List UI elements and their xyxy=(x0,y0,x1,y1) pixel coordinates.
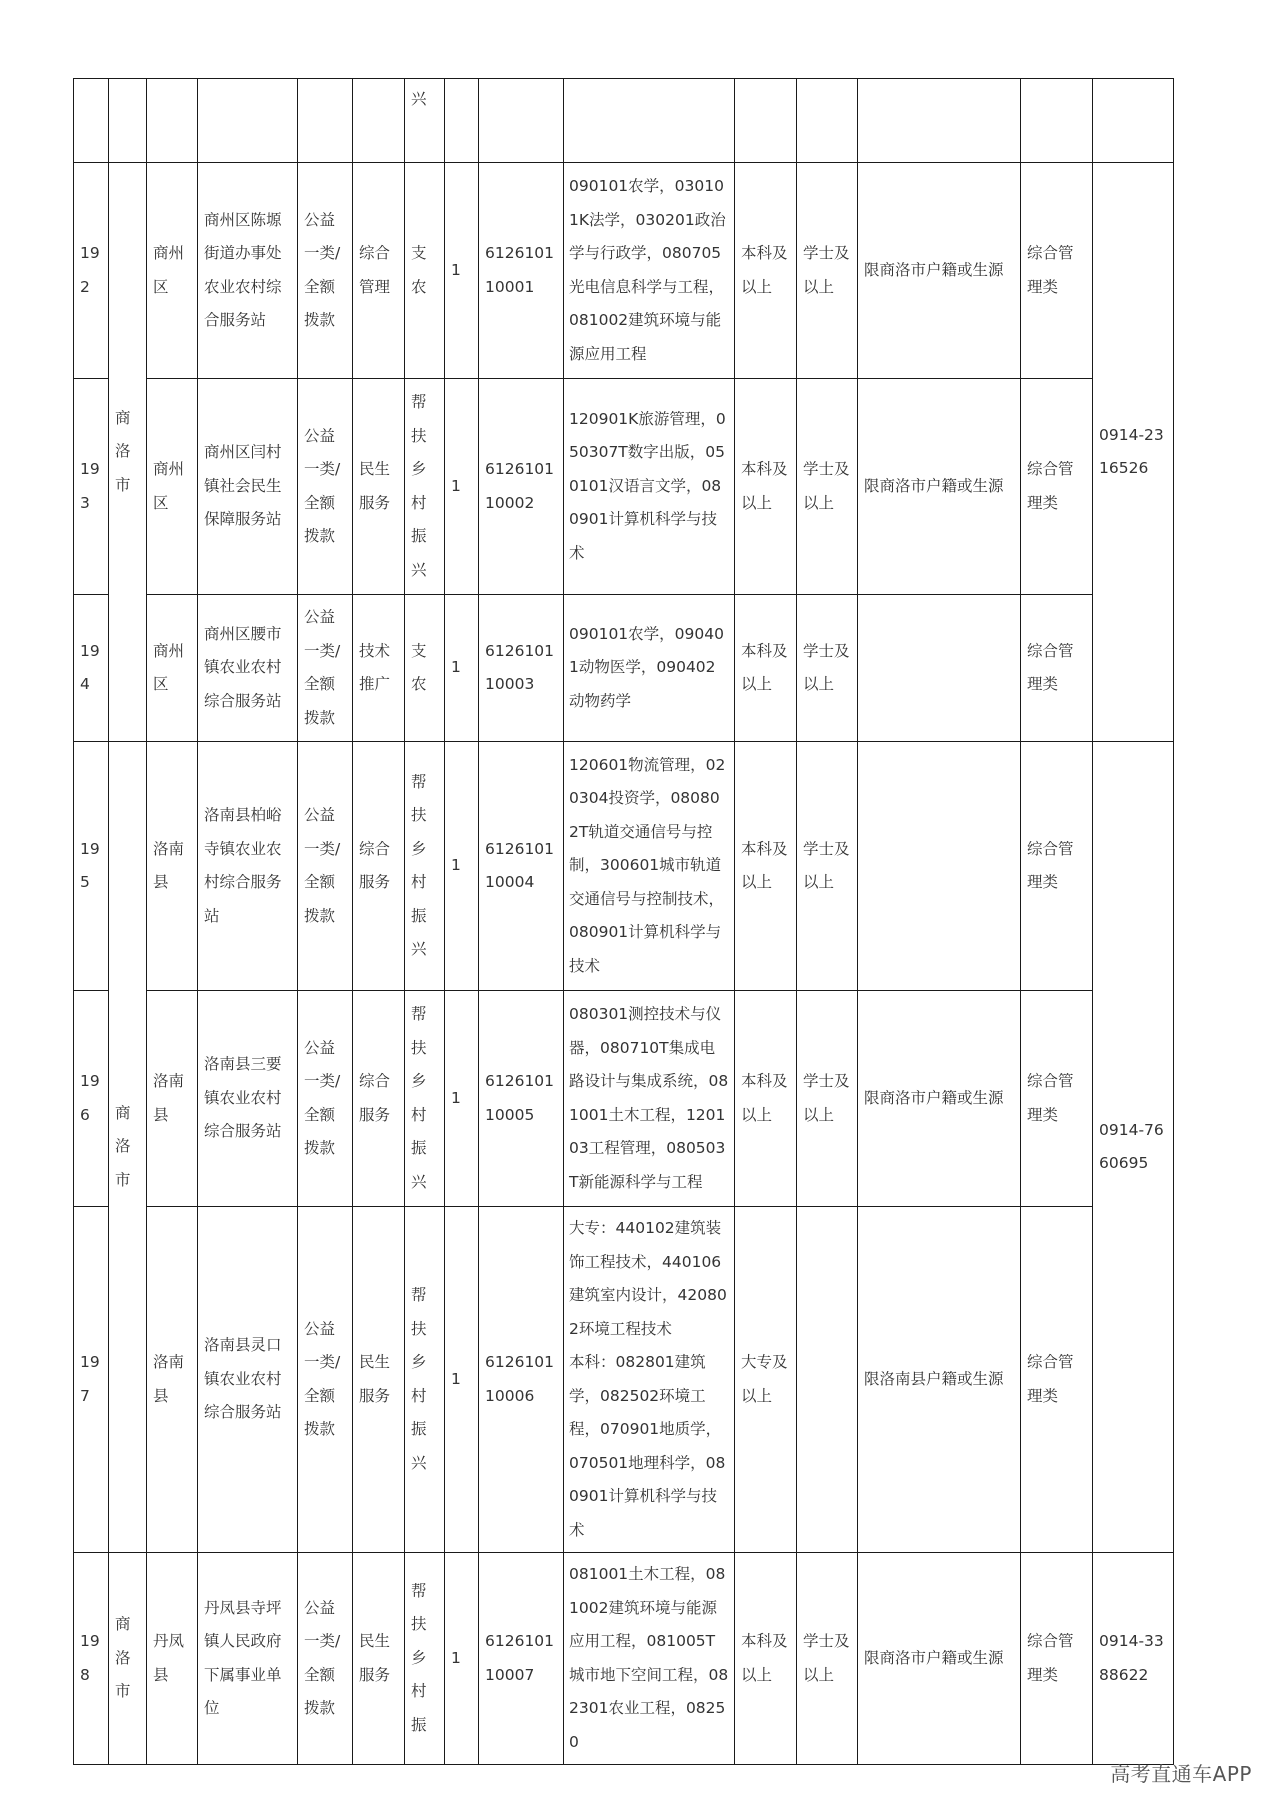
cell-degree xyxy=(797,79,858,163)
cell-county: 商州区 xyxy=(147,379,198,595)
cell-other: 限商洛市户籍或生源 xyxy=(858,1553,1021,1765)
cell-exam: 综合管理类 xyxy=(1021,1207,1093,1553)
table-row xyxy=(74,79,1174,163)
cell-other: 限商洛市户籍或生源 xyxy=(858,991,1021,1207)
cell-unit: 商州区腰市镇农业农村综合服务站 xyxy=(198,595,298,742)
cell-degree: 学士及以上 xyxy=(797,742,858,991)
cell-no: 193 xyxy=(74,379,109,595)
cell-exam: 综合管理类 xyxy=(1021,163,1093,379)
cell-count xyxy=(445,79,479,163)
cell-other: 限商洛市户籍或生源 xyxy=(858,379,1021,595)
cell-code: 612610110005 xyxy=(479,991,564,1207)
cell-post-type: 综合管理 xyxy=(353,163,405,379)
cell-post-name: 支农 xyxy=(405,595,445,742)
cell-category: 公益一类/全额拨款 xyxy=(298,1553,353,1765)
cell-post-name: 兴 xyxy=(405,79,445,163)
cell-major: 120901K旅游管理，050307T数字出版，050101汉语言文学，080901计算机科学与技术 xyxy=(564,379,735,595)
cell-unit: 商州区闫村镇社会民生保障服务站 xyxy=(198,379,298,595)
cell-post-name: 帮扶乡村振兴 xyxy=(405,1207,445,1553)
cell-education xyxy=(735,79,797,163)
cell-major: 080301测控技术与仪器，080710T集成电路设计与集成系统，081001土木工程，120103工程管理，080503T新能源科学与工程 xyxy=(564,991,735,1207)
cell-exam: 综合管理类 xyxy=(1021,991,1093,1207)
cell-category: 公益一类/全额拨款 xyxy=(298,379,353,595)
cell-degree: 学士及以上 xyxy=(797,379,858,595)
table-row xyxy=(74,1553,1174,1765)
cell-other xyxy=(858,742,1021,991)
cell-post-name: 帮扶乡村振 xyxy=(405,1553,445,1765)
cell-unit: 洛南县柏峪寺镇农业农村综合服务站 xyxy=(198,742,298,991)
cell-major xyxy=(564,79,735,163)
cell-county: 洛南县 xyxy=(147,1207,198,1553)
cell-county: 商州区 xyxy=(147,163,198,379)
cell-exam: 综合管理类 xyxy=(1021,379,1093,595)
cell-post-name: 支农 xyxy=(405,163,445,379)
cell-education: 大专及以上 xyxy=(735,1207,797,1553)
cell-education: 本科及以上 xyxy=(735,1553,797,1765)
table-row xyxy=(74,742,1174,991)
cell-phone: 0914-7660695 xyxy=(1093,742,1174,1553)
cell-no: 196 xyxy=(74,991,109,1207)
cell-other xyxy=(858,79,1021,163)
cell-other: 限商洛市户籍或生源 xyxy=(858,163,1021,379)
cell-education: 本科及以上 xyxy=(735,163,797,379)
cell-count: 1 xyxy=(445,742,479,991)
cell-unit: 洛南县灵口镇农业农村综合服务站 xyxy=(198,1207,298,1553)
cell-category: 公益一类/全额拨款 xyxy=(298,1207,353,1553)
cell-degree: 学士及以上 xyxy=(797,1553,858,1765)
cell-county: 商州区 xyxy=(147,595,198,742)
cell-education: 本科及以上 xyxy=(735,379,797,595)
cell-city: 商洛市 xyxy=(109,1553,147,1765)
cell-major: 大专：440102建筑装饰工程技术，440106建筑室内设计，420802环境工程技术 本科：082801建筑学，082502环境工程，070901地质学，070501地理科学，080901计算机科学与技术 xyxy=(564,1207,735,1553)
cell-no: 192 xyxy=(74,163,109,379)
cell-post-type xyxy=(353,79,405,163)
cell-post-type: 民生服务 xyxy=(353,379,405,595)
cell-code: 612610110006 xyxy=(479,1207,564,1553)
cell-count: 1 xyxy=(445,163,479,379)
cell-unit: 丹凤县寺坪镇人民政府下属事业单位 xyxy=(198,1553,298,1765)
cell-city: 商洛市 xyxy=(109,742,147,1553)
cell-category: 公益一类/全额拨款 xyxy=(298,991,353,1207)
cell-code: 612610110001 xyxy=(479,163,564,379)
cell-unit xyxy=(198,79,298,163)
cell-no: 195 xyxy=(74,742,109,991)
cell-no: 197 xyxy=(74,1207,109,1553)
cell-education: 本科及以上 xyxy=(735,595,797,742)
cell-count: 1 xyxy=(445,1553,479,1765)
cell-post-type: 民生服务 xyxy=(353,1553,405,1765)
cell-unit: 洛南县三要镇农业农村综合服务站 xyxy=(198,991,298,1207)
cell-unit: 商州区陈塬街道办事处农业农村综合服务站 xyxy=(198,163,298,379)
cell-code: 612610110004 xyxy=(479,742,564,991)
cell-city xyxy=(109,79,147,163)
cell-other xyxy=(858,595,1021,742)
cell-category xyxy=(298,79,353,163)
cell-no: 194 xyxy=(74,595,109,742)
cell-no: 198 xyxy=(74,1553,109,1765)
cell-exam: 综合管理类 xyxy=(1021,1553,1093,1765)
cell-phone: 0914-3388622 xyxy=(1093,1553,1174,1765)
cell-education: 本科及以上 xyxy=(735,742,797,991)
table-row xyxy=(74,1207,1174,1553)
cell-phone xyxy=(1093,79,1174,163)
cell-count: 1 xyxy=(445,1207,479,1553)
cell-post-type: 综合服务 xyxy=(353,991,405,1207)
table-row xyxy=(74,163,1174,379)
cell-degree: 学士及以上 xyxy=(797,163,858,379)
cell-category: 公益一类/全额拨款 xyxy=(298,595,353,742)
cell-county: 洛南县 xyxy=(147,991,198,1207)
cell-education: 本科及以上 xyxy=(735,991,797,1207)
cell-major: 090101农学，030101K法学，030201政治学与行政学，080705光电信息科学与工程，081002建筑环境与能源应用工程 xyxy=(564,163,735,379)
cell-exam xyxy=(1021,79,1093,163)
cell-degree: 学士及以上 xyxy=(797,991,858,1207)
cell-exam: 综合管理类 xyxy=(1021,595,1093,742)
cell-county xyxy=(147,79,198,163)
cell-city: 商洛市 xyxy=(109,163,147,742)
cell-post-name: 帮扶乡村振兴 xyxy=(405,991,445,1207)
cell-post-name: 帮扶乡村振兴 xyxy=(405,742,445,991)
cell-category: 公益一类/全额拨款 xyxy=(298,742,353,991)
cell-phone: 0914-2316526 xyxy=(1093,163,1174,742)
cell-major: 120601物流管理，020304投资学，080802T轨道交通信号与控制，300601城市轨道交通信号与控制技术，080901计算机科学与技术 xyxy=(564,742,735,991)
cell-post-type: 民生服务 xyxy=(353,1207,405,1553)
cell-exam: 综合管理类 xyxy=(1021,742,1093,991)
cell-post-type: 技术推广 xyxy=(353,595,405,742)
cell-code: 612610110002 xyxy=(479,379,564,595)
cell-county: 丹凤县 xyxy=(147,1553,198,1765)
cell-post-type: 综合服务 xyxy=(353,742,405,991)
cell-major: 081001土木工程，081002建筑环境与能源应用工程，081005T城市地下空间工程，082301农业工程，08250 xyxy=(564,1553,735,1765)
cell-code xyxy=(479,79,564,163)
cell-count: 1 xyxy=(445,379,479,595)
cell-other: 限洛南县户籍或生源 xyxy=(858,1207,1021,1553)
cell-major: 090101农学，090401动物医学，090402动物药学 xyxy=(564,595,735,742)
cell-code: 612610110007 xyxy=(479,1553,564,1765)
table-row xyxy=(74,991,1174,1207)
watermark: 高考直通车APP xyxy=(1110,1762,1252,1786)
table-row xyxy=(74,595,1174,742)
table-row xyxy=(74,379,1174,595)
recruitment-table xyxy=(73,78,1174,1765)
cell-post-name: 帮扶乡村振兴 xyxy=(405,379,445,595)
cell-no xyxy=(74,79,109,163)
cell-county: 洛南县 xyxy=(147,742,198,991)
cell-degree: 学士及以上 xyxy=(797,595,858,742)
cell-count: 1 xyxy=(445,991,479,1207)
cell-code: 612610110003 xyxy=(479,595,564,742)
cell-category: 公益一类/全额拨款 xyxy=(298,163,353,379)
cell-count: 1 xyxy=(445,595,479,742)
cell-degree xyxy=(797,1207,858,1553)
